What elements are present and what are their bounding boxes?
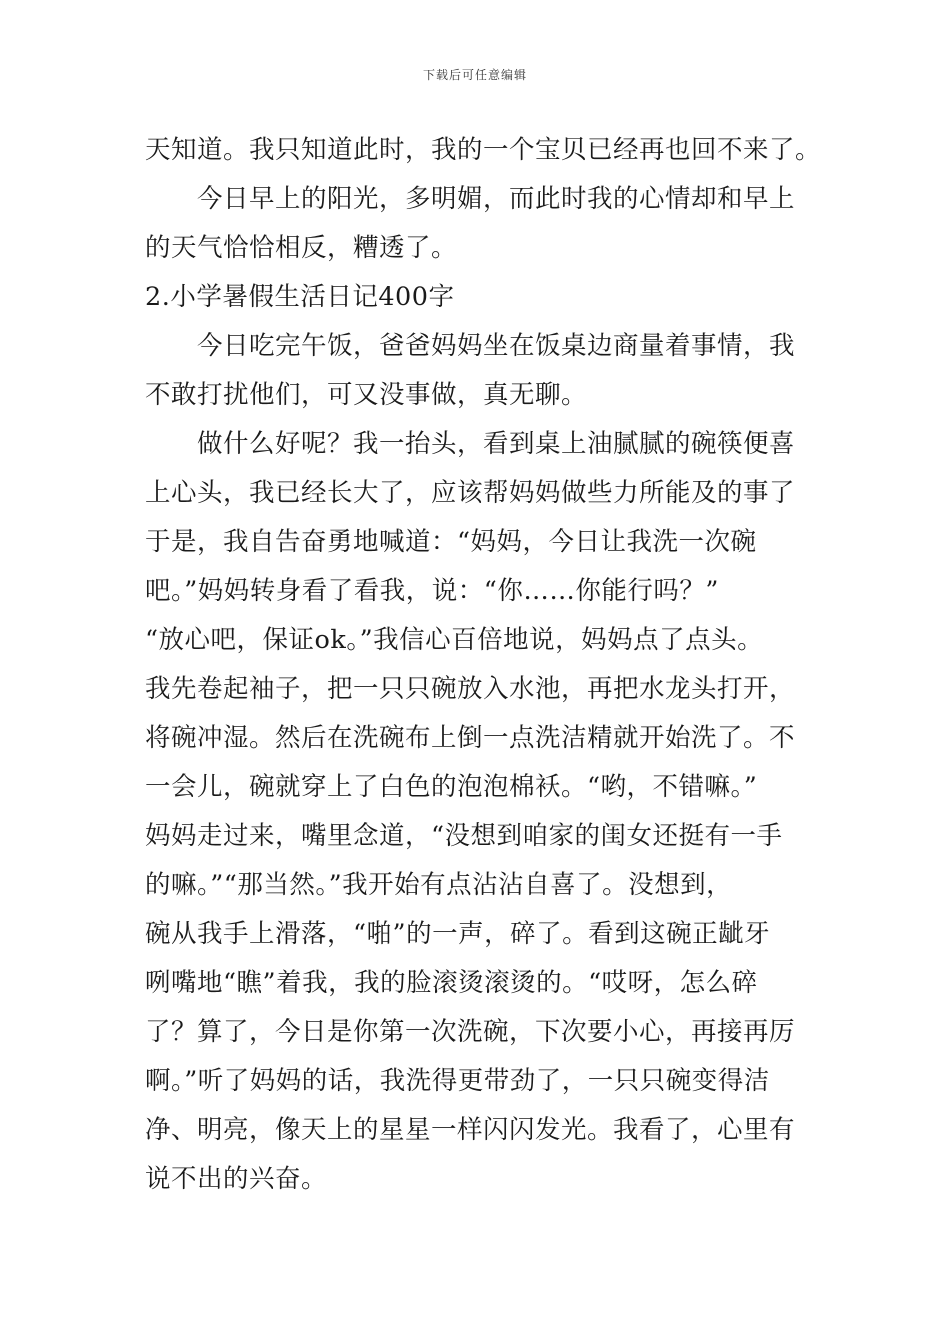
text-line: 了？算了，今日是你第一次洗碗，下次要小心，再接再厉 <box>145 1017 796 1047</box>
text-line: 上心头，我已经长大了，应该帮妈妈做些力所能及的事了 <box>145 478 796 508</box>
text-line: 天知道。我只知道此时，我的一个宝贝已经再也回不来了。 <box>145 135 822 165</box>
text-line: 碗从我手上滑落，“啪”的一声，碎了。看到这碗正龇牙 <box>145 919 771 949</box>
text-line: 做什么好呢？我一抬头，看到桌上油腻腻的碗筷便喜 <box>197 429 796 459</box>
text-line: 将碗冲湿。然后在洗碗布上倒一点洗洁精就开始洗了。不 <box>145 723 796 753</box>
text-line: 吧。”妈妈转身看了看我，说：“你……你能行吗？” <box>145 576 719 606</box>
text-line: 我先卷起袖子，把一只只碗放入水池，再把水龙头打开， <box>145 674 796 704</box>
text-line: 不敢打扰他们，可又没事做，真无聊。 <box>145 380 588 410</box>
text-line: 净、明亮，像天上的星星一样闪闪发光。我看了，心里有 <box>145 1115 796 1145</box>
text-line: 说不出的兴奋。 <box>145 1164 328 1194</box>
text-line: 今日早上的阳光，多明媚，而此时我的心情却和早上 <box>197 184 796 214</box>
text-line: 的天气恰恰相反，糟透了。 <box>145 233 458 263</box>
document-body <box>145 126 822 1204</box>
page-header: 下载后可任意编辑 <box>422 68 527 82</box>
section-heading: 2.小学暑假生活日记400字 <box>145 282 455 312</box>
text-line: “放心吧，保证ok。”我信心百倍地说，妈妈点了点头。 <box>145 625 764 655</box>
text-line: 咧嘴地“瞧”着我，我的脸滚烫滚烫的。“哎呀，怎么碎 <box>145 968 758 998</box>
text-line: 今日吃完午饭，爸爸妈妈坐在饭桌边商量着事情，我 <box>197 331 796 361</box>
text-line: 于是，我自告奋勇地喊道：“妈妈，今日让我洗一次碗 <box>145 527 757 557</box>
text-line: 的嘛。”“那当然。”我开始有点沾沾自喜了。没想到， <box>145 870 733 900</box>
text-line: 啊。”听了妈妈的话，我洗得更带劲了，一只只碗变得洁 <box>145 1066 770 1096</box>
text-line: 妈妈走过来，嘴里念道，“没想到咱家的闺女还挺有一手 <box>145 821 783 851</box>
text-line: 一会儿，碗就穿上了白色的泡泡棉袄。“哟，不错嘛。” <box>145 772 758 802</box>
